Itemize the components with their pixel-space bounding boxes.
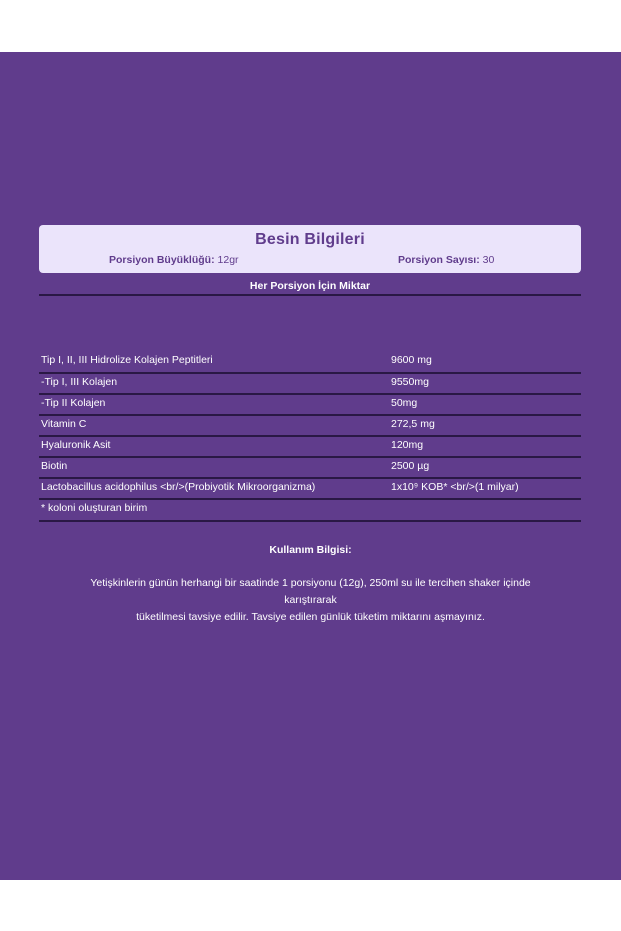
nutrient-name: -Tip I, III Kolajen (41, 376, 118, 388)
table-divider (39, 520, 581, 522)
nutrient-amount: 9550mg (391, 376, 429, 388)
nutrition-title: Besin Bilgileri (255, 231, 365, 248)
table-row (39, 373, 581, 393)
nutrient-name: -Tip II Kolajen (41, 397, 106, 409)
serving-size (109, 254, 239, 266)
table-row (39, 394, 581, 414)
nutrient-amount: 2500 µg (391, 460, 430, 472)
nutrient-name: Hyaluronik Asit (41, 439, 111, 451)
nutrient-name: Tip I, II, III Hidrolize Kolajen Peptitleri (41, 354, 213, 366)
usage-text (80, 575, 541, 626)
table-row (39, 415, 581, 435)
nutrient-amount: 1x10⁹ KOB* <br/>(1 milyar) (391, 481, 519, 493)
nutrient-name: Biotin (41, 460, 68, 472)
servings-count (398, 254, 494, 266)
table-row (39, 478, 581, 498)
table-row (39, 457, 581, 477)
usage-title: Kullanım Bilgisi: (269, 544, 352, 556)
servings-count-value: 30 (482, 254, 495, 266)
usage-line: tüketilmesi tavsiye edilir. Tavsiye edilen günlük tüketim miktarını aşmayınız. (136, 611, 485, 623)
per-serving-heading: Her Porsiyon İçin Miktar (249, 280, 371, 292)
table-row (39, 436, 581, 456)
footnote: * koloni oluşturan birim (41, 502, 148, 514)
nutrient-amount: 50mg (391, 397, 418, 409)
nutrient-amount: 9600 mg (391, 354, 432, 366)
nutrient-name: Lactobacillus acidophilus <br/>(Probiyotik Mikroorganizma) (41, 481, 316, 493)
nutrition-header (39, 225, 581, 273)
servings-count-label: Porsiyon Sayısı: (398, 254, 480, 266)
table-divider (39, 498, 581, 500)
table-divider (39, 294, 581, 296)
nutrient-name: Vitamin C (41, 418, 87, 430)
serving-size-value: 12gr (217, 254, 239, 266)
nutrient-amount: 272,5 mg (391, 418, 435, 430)
nutrient-amount: 120mg (391, 439, 424, 451)
serving-size-label: Porsiyon Büyüklüğü: (109, 254, 215, 266)
usage-line: Yetişkinlerin günün herhangi bir saatinde 1 porsiyonu (12g), 250ml su ile tercihen shaker içinde karıştırarak (90, 577, 531, 606)
table-row (39, 351, 581, 371)
